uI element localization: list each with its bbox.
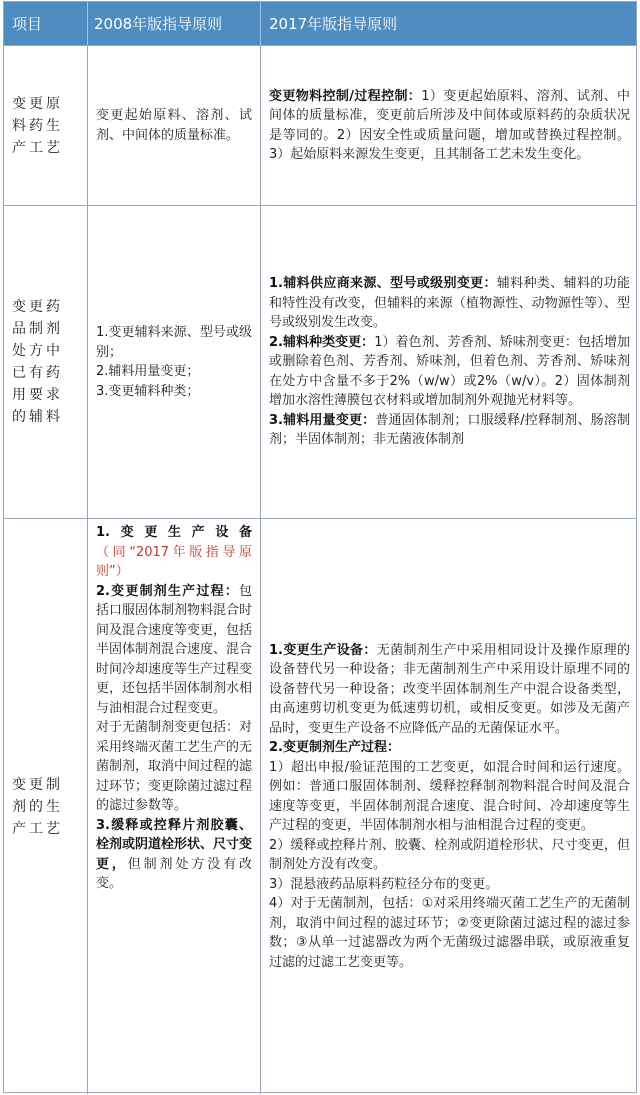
item-label: 变更药品制剂处方中已有药用要求的辅料: [12, 299, 63, 425]
v2008-red-note: （同“2017年版指导原则”）: [96, 544, 252, 579]
v2017-para: [269, 641, 630, 739]
comparison-table: [3, 1, 637, 1093]
v2008-cell: [87, 519, 260, 1094]
v2017-text: 4）对于无菌制剂，包括：①对采用终端灭菌工艺生产的无菌制剂，取消中间过程的滤过环节；②变更除菌过滤过程的滤过参数；③从单一过滤器改为两个无菌级过滤器串联，或原液重复过滤的过滤工艺变更等。: [269, 896, 630, 970]
header-2008: [87, 2, 260, 45]
v2017-content: [269, 641, 630, 973]
v2017-heading: 1.辅料供应商来源、型号或级别变更：: [269, 276, 497, 292]
v2008-content: [96, 523, 252, 894]
v2017-heading: 1.变更生产设备：: [269, 642, 377, 658]
item-label: 变更制剂的生产工艺: [12, 776, 63, 837]
item-cell: [4, 519, 87, 1094]
v2008-para: [96, 718, 252, 816]
v2008-para: [96, 816, 252, 894]
v2017-content: [269, 274, 630, 450]
v2017-text: 3）混悬液药品原料药粒径分布的变更。: [269, 876, 499, 892]
table-row: [4, 518, 636, 1094]
v2017-text: 无菌制剂生产中采用相同设计及操作原理的设备替代另一种设备；非无菌制剂生产中采用设计原理不同的设备替代另一种设备；改变半固体制剂生产中混合设备类型，由高速剪切机变更为低速剪切机，或相反变更。如涉及无菌产品时，变更生产设备不应降低产品的无菌保证水平。: [269, 642, 630, 736]
v2017-heading: 变更物料控制/过程控制：: [269, 88, 422, 104]
item-cell: [4, 206, 87, 518]
v2017-cell: [260, 519, 636, 1094]
header-2008-label: 2008年版指导原则: [94, 15, 223, 33]
v2008-text: 包括口服固体制剂物料混合时间及混合速度等变更，包括半固体制剂混合速度、混合时间冷却速度等生产过程变更，还包括半固体制剂水相与油相混合过程变更。: [96, 583, 253, 716]
v2008-cell: [87, 46, 260, 205]
header-item: [4, 2, 87, 45]
v2017-para: [269, 274, 630, 333]
v2008-heading: 3.缓释或控释片剂胶囊、栓剂或阴道栓形状、尺寸变更，: [96, 817, 253, 872]
v2008-text: 变更起始原料、溶剂、试剂、中间体的质量标准。: [96, 108, 252, 143]
v2017-text: 2）缓释或控释片剂、胶囊、栓剂或阴道栓形状、尺寸变更，但制剂处方没有改变。: [269, 837, 630, 873]
v2008-text: 1.变更辅料来源、型号或级别； 2.辅料用量变更； 3.变更辅料种类；: [96, 325, 252, 399]
table-row: [4, 205, 636, 518]
v2017-cell: [260, 206, 636, 518]
v2008-para: [96, 523, 252, 582]
v2008-heading: 1.变更生产设备: [96, 525, 252, 540]
v2008-text: 但制剂处方没有改变。: [96, 856, 252, 891]
v2017-heading: 3.辅料用量变更：: [269, 412, 376, 428]
v2008-text: 对于无菌制剂变更包括：对采用终端灭菌工艺生产的无菌制剂，取消中间过程的滤过环节；变更除菌过滤过程的滤过参数等。: [96, 720, 253, 813]
v2017-cell: [260, 46, 636, 205]
header-item-label: 项目: [12, 15, 43, 33]
v2017-text: 1）超出申报/验证范围的工艺变更，如混合时间和运行速度。例如：普通口服固体制剂、缓释控释制剂物料混合时间及混合速度等变更，半固体制剂混合速度、混合时间、冷却速度等生产过程的变更，半固体制剂水相与油相混合过程的变更。: [269, 759, 630, 834]
item-label: 变更原料药生产工艺: [12, 95, 63, 156]
v2017-text: 普通固体制剂；口服缓释/控释制剂、肠溶制剂；半固体制剂；非无菌液体制剂: [269, 412, 630, 448]
v2017-text: 1）变更起始原料、溶剂、试剂、中间体的质量标准，变更前后所涉及中间体或原料药的杂质状况是等同的。2）因安全性或质量问题，增加或替换过程控制。3）起始原料来源发生变更，且其制备工艺未发生变化。: [269, 88, 630, 162]
header-2017: [260, 2, 636, 45]
v2017-content: [269, 87, 630, 165]
v2017-text: 1）着色剂、芳香剂、矫味剂变更：包括增加或删除着色剂、芳香剂、矫味剂，但着色剂、芳香剂、矫味剂在处方中含量不多于2%（w/w）或2%（w/v）。2）固体制剂增加水溶性薄膜包衣材料或增加制剂外观抛光材料等。: [269, 334, 630, 409]
v2008-heading: 2.变更制剂生产过程：: [96, 583, 239, 599]
v2017-heading: 2.辅料种类变更：: [269, 334, 375, 350]
item-cell: [4, 46, 87, 205]
table-row: [4, 45, 636, 205]
v2017-para: [269, 411, 630, 450]
v2008-cell: [87, 206, 260, 518]
header-2017-label: 2017年版指导原则: [269, 15, 398, 33]
v2017-text: 辅料种类、辅料的功能和特性没有改变，但辅料的来源（植物源性、动物源性等）、型号或级别发生改变。: [269, 276, 630, 331]
v2008-para: [96, 582, 252, 719]
v2017-heading: 2.变更制剂生产过程：: [269, 740, 400, 756]
v2017-para: [269, 333, 630, 411]
